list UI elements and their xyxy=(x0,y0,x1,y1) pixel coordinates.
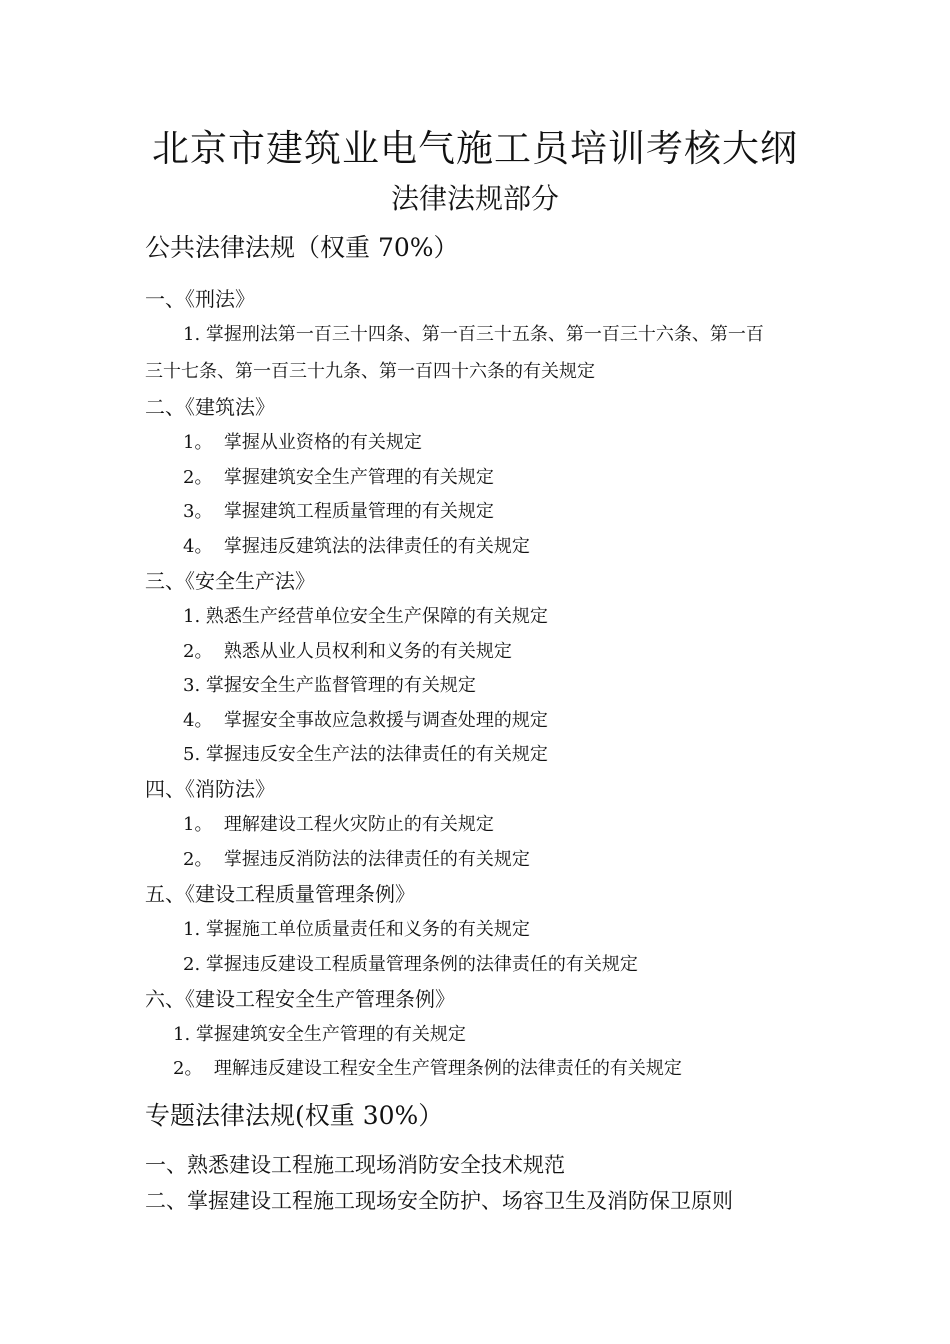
item-text: 掌握违反消防法的法律责任的有关规定 xyxy=(223,849,530,870)
item-number: 1。 xyxy=(183,432,213,453)
item-number: 1. xyxy=(183,919,201,940)
group-heading-criminal-law: 一、《刑法》 xyxy=(145,287,255,311)
item-number: 1. xyxy=(183,324,201,345)
list-item xyxy=(183,742,548,768)
item-text: 掌握违反建筑法的法律责任的有关规定 xyxy=(223,536,530,557)
document-subtitle: 法律法规部分 xyxy=(390,182,559,215)
list-item xyxy=(173,1022,466,1048)
public-section-heading: 公共法律法规（权重 70%） xyxy=(145,233,459,262)
item-number: 4。 xyxy=(183,710,213,731)
item-text: 掌握建筑工程质量管理的有关规定 xyxy=(223,501,494,522)
list-item xyxy=(183,604,548,630)
list-item xyxy=(183,952,638,978)
list-item xyxy=(173,1056,682,1082)
item-number: 1。 xyxy=(183,814,213,835)
item-number: 5. xyxy=(183,744,201,765)
item-number: 2。 xyxy=(173,1058,203,1079)
item-number: 1. xyxy=(183,606,201,627)
item-number: 1. xyxy=(173,1024,191,1045)
item-text: 掌握建筑安全生产管理的有关规定 xyxy=(195,1024,466,1045)
item-text: 掌握施工单位质量责任和义务的有关规定 xyxy=(205,919,530,940)
item-number: 3. xyxy=(183,675,201,696)
list-item xyxy=(183,499,494,525)
special-item: 一、熟悉建设工程施工现场消防安全技术规范 xyxy=(145,1153,565,1177)
item-number: 2。 xyxy=(183,849,213,870)
item-text: 理解建设工程火灾防止的有关规定 xyxy=(223,814,494,835)
list-item xyxy=(183,534,530,560)
item-number: 2。 xyxy=(183,641,213,662)
item-number: 4。 xyxy=(183,536,213,557)
list-item xyxy=(183,708,548,734)
item-text: 熟悉从业人员权利和义务的有关规定 xyxy=(223,641,512,662)
special-item: 二、掌握建设工程施工现场安全防护、场容卫生及消防保卫原则 xyxy=(145,1189,733,1213)
item-text: 掌握从业资格的有关规定 xyxy=(223,432,422,453)
group-heading-quality-regulation: 五、《建设工程质量管理条例》 xyxy=(145,882,415,906)
list-item xyxy=(183,847,530,873)
item-text: 掌握安全生产监督管理的有关规定 xyxy=(205,675,476,696)
item-number: 3。 xyxy=(183,501,213,522)
item-text: 熟悉生产经营单位安全生产保障的有关规定 xyxy=(205,606,548,627)
item-text: 掌握刑法第一百三十四条、第一百三十五条、第一百三十六条、第一百 xyxy=(205,324,764,345)
document-title: 北京市建筑业电气施工员培训考核大纲 xyxy=(152,127,798,170)
list-item xyxy=(183,430,422,456)
group-heading-construction-law: 二、《建筑法》 xyxy=(145,395,275,419)
group-heading-safety-regulation: 六、《建设工程安全生产管理条例》 xyxy=(145,987,455,1011)
list-item xyxy=(183,812,494,838)
group-heading-work-safety-law: 三、《安全生产法》 xyxy=(145,569,315,593)
special-section-heading: 专题法律法规(权重 30%） xyxy=(145,1101,444,1130)
item-text: 掌握建筑安全生产管理的有关规定 xyxy=(223,467,494,488)
list-item xyxy=(183,465,494,491)
list-item xyxy=(183,322,764,348)
item-text: 掌握违反建设工程质量管理条例的法律责任的有关规定 xyxy=(205,954,638,975)
list-item xyxy=(183,673,476,699)
item-number: 2. xyxy=(183,954,201,975)
item-text: 理解违反建设工程安全生产管理条例的法律责任的有关规定 xyxy=(213,1058,682,1079)
item-text: 掌握安全事故应急救援与调查处理的规定 xyxy=(223,710,548,731)
item-number: 2。 xyxy=(183,467,213,488)
list-item-continuation: 三十七条、第一百三十九条、第一百四十六条的有关规定 xyxy=(145,361,595,382)
item-text: 掌握违反安全生产法的法律责任的有关规定 xyxy=(205,744,548,765)
list-item xyxy=(183,639,512,665)
group-heading-fire-law: 四、《消防法》 xyxy=(145,777,275,801)
list-item xyxy=(183,917,530,943)
